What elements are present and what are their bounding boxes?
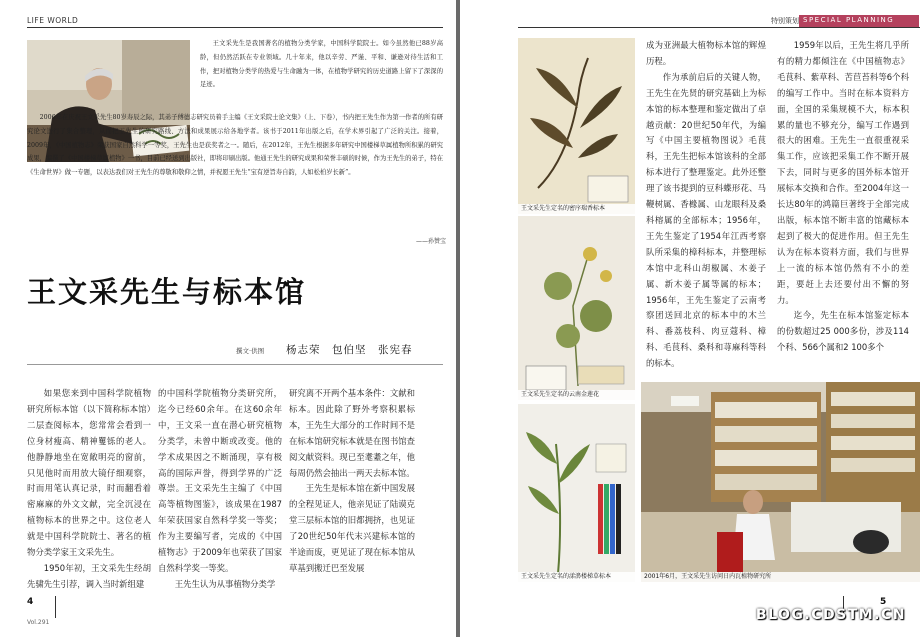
herbarium-room-photo xyxy=(641,382,920,582)
photo-caption: 王文采先生定名的漾濞楼梯草标本 xyxy=(518,572,635,582)
intro-paragraph-1: 王文采先生是我国著名的植物分类学家，中国科学院院士。如今虽然他已88岁高龄，但仍然活跃在专业领域。几十年来，他以辛劳、严谨、平和、谦逊对待生活和工作，把对植物分类学的热爱与生命融为一体，在植物学研究的历史道路上留下了深深的足迹。 xyxy=(200,40,443,89)
body-paragraph: 的中国科学院植物分类研究所，迄今已经60余年。在这60余年中，王文采一直在潜心研究植物分类学，未曾中断或改变。他的学术成果因之不断涌现，享有极高的国际声誉，得到学界的广泛尊崇。王文采先生主编了《中国高等植物图鉴》，该成果在1987年荣获国家自然科学奖一等奖；作为主要编写者，完成的《中国植物志》于2009年也荣获了国家自然科学奖一等奖。 xyxy=(158,388,282,573)
byline-authors: 杨志荣 包伯坚 张宪春 xyxy=(286,344,413,356)
body-paragraph: 王先生认为从事植物分类学 xyxy=(174,578,276,589)
intro-paragraph-2: 2006年在庆祝王文采先生80岁寿辰之际，其弟子傅德志研究员着手主编《王文采院士论文集》（上、下卷），书内把王先生作为第一作者的所有研究论文进行了集合整理，从而把王先生的研究路线、方法和成果展示给各地学者。该书于2011年出版之后，在学术界引起了广泛的关注。接着，2009年，《中国植物志》荣获国家自然科学一等奖，王先生也是获奖者之一。随后，在2012年，王先生根据多年研究中国楼梯草属植物所积累的研究成果，编撰了《中国楼梯草属植物》一书，目前已经送到出版社，即将印刷出版。他通王先生的研究成果和荣誉丰硕的时候，作为王先生的弟子，特在《生命世界》做一专题，以表达我们对王先生的尊敬和敬仰之情，并祝愿王先生“宝有逆旨寿自韵，人如松柏岁长新”。 xyxy=(27,114,443,177)
byline-label: 撰文·供图 xyxy=(236,347,265,355)
body-column-1 xyxy=(27,386,151,589)
header-rule xyxy=(518,27,920,28)
body-paragraph: 王先生是标本馆在新中国发展的全程见证人，他亲见证了陆谟克堂三层标本馆的旧都拥挤，也见证了20世纪50年代末兴建标本馆的半途而废，更见证了现在标本馆从草基到搬迁巴至发展 xyxy=(289,483,415,573)
photo-caption: 王文采先生定名的云南金莲花 xyxy=(518,390,635,400)
body-paragraph: 1959年以后，王先生将几乎所有的精力都倾注在《中国植物志》毛茛科、紫草科、苦苣苔科等6个科的编写工作中。当时在标本资料方面，全国的采集规模不大，标本积累的量也不够充分，编写工作遇到很大的困难。王先生一直很重视采集工作，应该把采集工作不断开展下去，同时与更多的国外标本馆开展标本交换和合作。至2004年这一长达80年的鸿篇巨著终于全部完成出版，标本馆不断丰富的馆藏标本起到了极大的促进作用。但王先生认为在标本资料方面，我们与世界上一流的标本馆仍然有不小的差距，要赶上去还要付出不懈的努力。 xyxy=(777,40,909,305)
specimen-photo-2 xyxy=(518,216,635,400)
page-number-left: 4 xyxy=(27,597,34,607)
photo-caption: 王文采先生定名的密序瑞香标本 xyxy=(518,204,635,214)
body-paragraph: 作为承前启后的关键人物，王先生在先贤的研究基础上为标本馆的标本整理和鉴定做出了卓越贡献：20世纪50年代，为编写《中国主要植物图说》毛茛科，王先生把标本馆该科的全部标本进行了整理鉴定。此外还整理了该书提到的豆科蝶形花、马鞭树属、香橼属、山龙眼科及桑科榕属的全部标本；1956年，王先生鉴定了1954年江西考察队所采集的樟科标本，并整理标本馆中北科山胡椒属、木姜子属、新木姜子属等属的标本；1956年，王先生鉴定了云南考察团送回北京的标本中的木兰科、番荔枝科、肉豆蔻科、樟科、毛茛科、桑科和荨麻科等科的标本。 xyxy=(646,71,766,369)
volume-label: Vol.291 xyxy=(27,619,50,626)
page-number-right: 5 xyxy=(880,597,887,607)
body-paragraph: 成为亚洲最大植物标本馆的辉煌历程。 xyxy=(646,40,766,66)
body-paragraph: 迄今，先生在标本馆鉴定标本的份数超过25 000多份，涉及114个科、566个属和2 100多个 xyxy=(777,310,909,353)
specimen-photo-3 xyxy=(518,404,635,582)
watermark-text: BLOG.CDSTM.CN xyxy=(755,607,906,623)
body-paragraph: 如果您来到中国科学院植物研究所标本馆（以下简称标本馆）二层查阅标本，您常常会看到一位身材瘦高、精神矍铄的老人。他静静地坐在宽敞明亮的窗前，只见他时而用放大镜仔细观察，时而用笔认真记录，时而翻看着密麻麻的外文文献，完全沉浸在植物标本的世界之中。这位老人就是中国科学院院士、著名的植物分类学家王文采先生。 xyxy=(27,388,151,558)
right-page xyxy=(460,0,920,637)
body-paragraph: 研究离不开两个基本条件：文献和标本。因此除了野外考察积累标本，王先生大部分的工作时间不是在标本馆研究标本就是在图书馆查阅文献资料。现已至耄耋之年，他每周仍然会抽出一两天去标本馆。 xyxy=(289,388,415,478)
left-page xyxy=(0,0,456,637)
photo-caption: 2001年6月，王文采先生访问日内瓦植物研究所 xyxy=(641,572,920,582)
right-body-column-2 xyxy=(777,38,909,353)
byline-rule xyxy=(27,364,443,365)
section-label-cn: 特别策划 xyxy=(771,17,799,25)
intro-signature: ——孙赞宝 xyxy=(415,238,446,245)
right-body-column-1 xyxy=(646,38,766,369)
specimen-photo-1 xyxy=(518,38,635,214)
section-label-en: SPECIAL PLANNING xyxy=(803,16,895,24)
body-paragraph: 1950年初，王文采先生经胡先骕先生引荐，调入当时新组建 xyxy=(27,562,151,589)
article-title: 王文采先生与标本馆 xyxy=(27,275,307,309)
body-column-3 xyxy=(289,386,415,586)
page-number-divider xyxy=(55,596,56,618)
body-column-2 xyxy=(158,386,282,589)
magazine-header-label: LIFE WORLD xyxy=(27,16,79,25)
header-rule xyxy=(27,27,443,28)
